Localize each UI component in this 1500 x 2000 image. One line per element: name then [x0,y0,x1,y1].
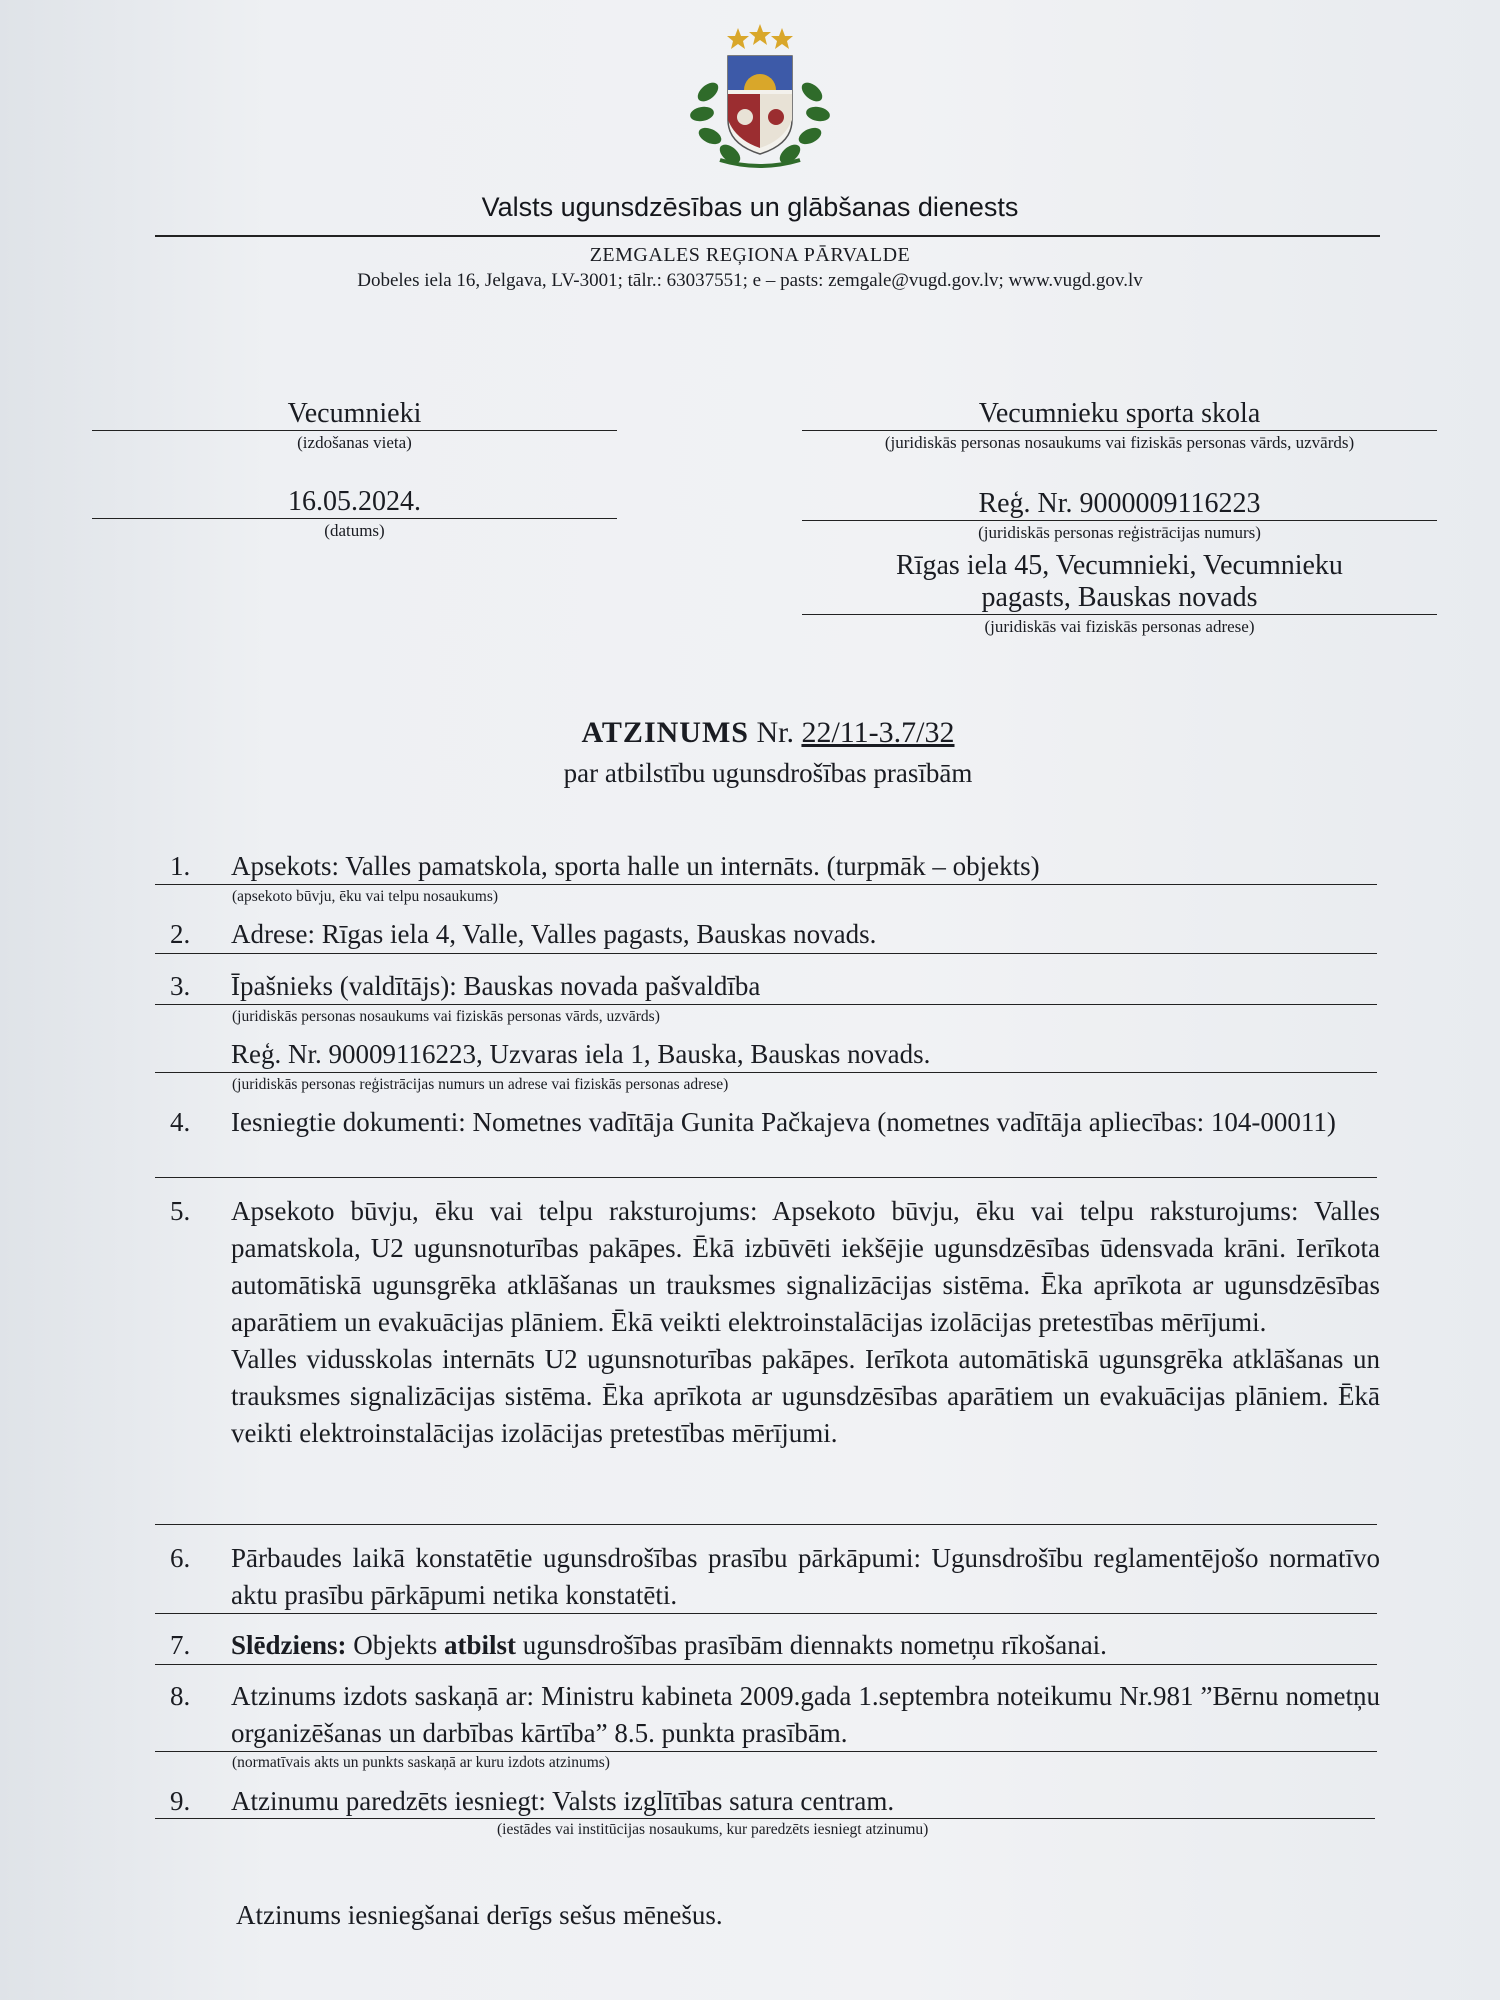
place-field [92,398,617,453]
recipient-address-field [802,550,1437,637]
item-text: Adrese: Rīgas iela 4, Valle, Valles pagasts, Bauskas novads. [231,919,877,949]
item-6-line [155,1613,1377,1614]
coat-of-arms-emblem [680,22,840,182]
item-9-line [155,1818,1375,1819]
item-number: 7. [170,1630,191,1660]
item-text: Īpašnieks (valdītājs): Bauskas novada pašvaldība [231,971,761,1001]
list-item-1 [155,848,1380,885]
place-value: Vecumnieki [287,398,422,429]
item-2-line [155,953,1377,954]
list-item-6 [155,1540,1380,1614]
recipient-address-line [802,614,1437,615]
place-line [92,430,617,431]
item-3-caption-2: (juridiskās personas reģistrācijas numurs un adrese vai fiziskās personas adrese) [232,1076,729,1093]
item-3-caption: (juridiskās personas nosaukums vai fiziskās personas vārds, uzvārds) [232,1008,660,1025]
recipient-address-caption: (juridiskās vai fiziskās personas adrese) [984,617,1255,636]
item-text [231,1627,1380,1664]
item-1-line [155,884,1377,885]
item-8-line [155,1751,1377,1752]
recipient-reg-field [802,488,1437,543]
recipient-name: Vecumnieku sporta skola [978,398,1261,429]
list-item-9 [155,1783,1380,1820]
list-item-8 [155,1678,1380,1752]
item-7-line [155,1664,1377,1665]
item-8-caption: (normatīvais akts un punkts saskaņā ar kuru izdots atzinums) [232,1754,610,1771]
item-number: 4. [170,1107,191,1137]
agency-name: Valsts ugunsdzēsības un glābšanas dienests [481,192,1019,222]
item-number: 6. [170,1543,191,1573]
title-number: 22/11-3.7/32 [801,716,955,749]
item-4-line [155,1177,1377,1178]
conclusion-label: Slēdziens: [231,1630,347,1660]
item-text: Atzinums izdots saskaņā ar: Ministru kabineta 2009.gada 1.septembra noteikumu Nr.981 ”Bērnu nometņu organizēšanas un darbības kārtība” 8.5. punkta prasībām. [231,1681,1380,1748]
conclusion-post: ugunsdrošības prasībām diennakts nometņu rīkošanai. [516,1630,1107,1660]
validity-note: Atzinums iesniegšanai derīgs sešus mēnešus. [236,1900,723,1930]
item-number: 2. [170,919,191,949]
item-number: 8. [170,1681,191,1711]
recipient-address-line1: Rīgas iela 45, Vecumnieki, Vecumnieku [896,550,1343,581]
document-subtitle: par atbilstību ugunsdrošības prasībām [563,758,973,788]
item-text-2: Valles vidusskolas internāts U2 ugunsnoturības pakāpes. Ierīkota automātiskā ugunsgrēka atklāšanas un trauksmes signalizācijas sistēma. Ēka aprīkota ar ugunsdzēsības aparātiem un evakuācijas plāniem. Ēkā veikti elektroinstalācijas izolācijas pretestības mērījumi. [231,1344,1380,1448]
header-divider [155,235,1380,237]
title-main: ATZINUMS [581,716,749,749]
item-1-caption: (apsekoto būvju, ēku vai telpu nosaukums) [232,888,499,905]
recipient-address-line2: pagasts, Bauskas novads [981,582,1258,613]
region-name: ZEMGALES REĢIONA PĀRVALDE [589,244,911,266]
recipient-name-line [802,430,1437,431]
item-number: 9. [170,1786,191,1816]
place-caption: (izdošanas vieta) [297,433,412,452]
contact-details: Dobeles iela 16, Jelgava, LV-3001; tālr.: 63037551; e – pasts: zemgale@vugd.gov.lv; www.vugd.gov.lv [357,270,1143,291]
list-item-2 [155,916,1380,953]
item-text: Apsekoto būvju, ēku vai telpu raksturojums: Apsekoto būvju, ēku vai telpu raksturojums: Valles pamatskola, U2 ugunsnoturības pakāpes. Ēkā izbūvēti iekšējie ugunsdzēsības ūdensvada krāni. Ierīkota automātiskā ugunsgrēka atklāšanas un trauksmes signalizācijas sistēma. Ēka aprīkota ar ugunsdzēsības aparātiem un evakuācijas plāniem. Ēkā veikti elektroinstalācijas izolācijas pretestības mērījumi. [231,1196,1380,1337]
recipient-name-caption: (juridiskās personas nosaukums vai fiziskās personas vārds, uzvārds) [884,433,1355,452]
recipient-name-field [802,398,1437,453]
list-item-7 [155,1627,1380,1664]
recipient-reg-line [802,520,1437,521]
item-9-caption: (iestādes vai institūcijas nosaukums, kur paredzēts iesniegt atzinumu) [497,1821,929,1838]
list-item-4 [155,1104,1380,1141]
title-nr-label: Nr. [756,716,794,749]
list-item-5 [155,1193,1380,1452]
conclusion-bold: atbilst [444,1630,517,1660]
item-number: 1. [170,851,191,881]
date-caption: (datums) [324,521,385,540]
item-3-line-2 [155,1072,1377,1073]
list-item-3-continuation [155,1036,1380,1073]
date-line [92,518,617,519]
conclusion-pre: Objekts [346,1630,445,1660]
item-text: Iesniegtie dokumenti: Nometnes vadītāja Gunita Pačkajeva (nometnes vadītāja apliecības: 104-00011) [231,1107,1336,1137]
list-item-3 [155,968,1380,1005]
date-value: 16.05.2024. [288,486,421,517]
item-text: Pārbaudes laikā konstatētie ugunsdrošības prasību pārkāpumi: Ugunsdrošību reglamentējošo normatīvo aktu prasību pārkāpumi netika konstatēti. [231,1543,1380,1610]
item-3-line [155,1004,1377,1005]
date-field [92,486,617,541]
document-title [0,716,1500,750]
recipient-reg: Reģ. Nr. 9000009116223 [978,488,1261,519]
item-number: 5. [170,1196,191,1226]
item-text: Apsekots: Valles pamatskola, sporta halle un internāts. (turpmāk – objekts) [231,851,1040,881]
item-text-2: Reģ. Nr. 90009116223, Uzvaras iela 1, Bauska, Bauskas novads. [231,1039,931,1069]
item-5-line [155,1524,1377,1525]
recipient-reg-caption: (juridiskās personas reģistrācijas numurs) [978,523,1261,542]
item-number: 3. [170,971,191,1001]
item-text: Atzinumu paredzēts iesniegt: Valsts izglītības satura centram. [231,1786,895,1816]
